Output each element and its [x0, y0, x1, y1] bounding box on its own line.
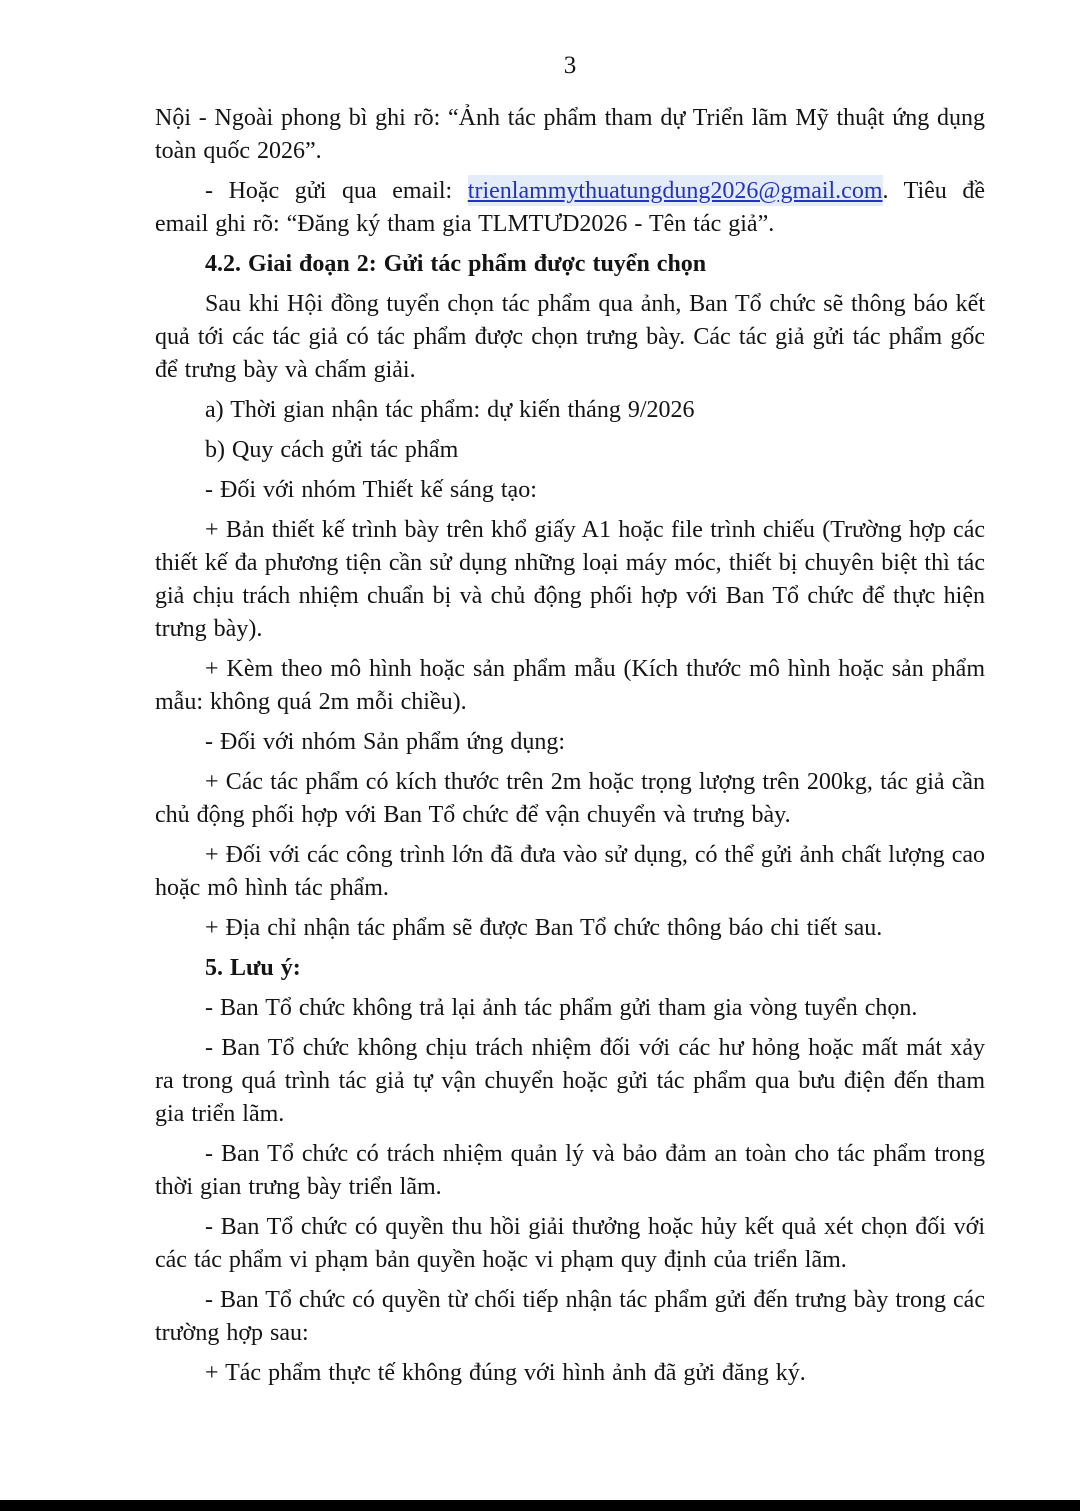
paragraph: a) Thời gian nhận tác phẩm: dự kiến tháng 9/2026 — [205, 397, 695, 423]
paragraph: - Hoặc gửi qua email: trienlammythuatungdung2026@gmail.com. Tiêu đề email ghi rõ: “Đăng ký tham gia TLMTƯD2026 - Tên tác giả”. — [155, 178, 985, 237]
paragraph: + Bản thiết kế trình bày trên khổ giấy A1 hoặc file trình chiếu (Trường hợp các thiết kế đa phương tiện cần sử dụng những loại máy móc, thiết bị chuyên biệt thì tác giả chịu trách nhiệm chuẩn bị và chủ động phối hợp với Ban Tổ chức để thực hiện trưng bày). — [155, 517, 985, 642]
paragraph: - Ban Tổ chức không trả lại ảnh tác phẩm gửi tham gia vòng tuyển chọn. — [205, 995, 918, 1021]
scan-edge-bar — [0, 1500, 1080, 1511]
paragraph: - Đối với nhóm Thiết kế sáng tạo: — [205, 477, 537, 503]
paragraph: - Ban Tổ chức có trách nhiệm quản lý và bảo đảm an toàn cho tác phẩm trong thời gian trưng bày triển lãm. — [155, 1141, 985, 1200]
section-heading: 4.2. Giai đoạn 2: Gửi tác phẩm được tuyển chọn — [205, 251, 707, 277]
section-heading: 5. Lưu ý: — [205, 955, 301, 981]
paragraph: + Kèm theo mô hình hoặc sản phẩm mẫu (Kích thước mô hình hoặc sản phẩm mẫu: không quá 2m mỗi chiều). — [155, 656, 985, 715]
paragraph: - Đối với nhóm Sản phẩm ứng dụng: — [205, 729, 566, 755]
paragraph: + Các tác phẩm có kích thước trên 2m hoặc trọng lượng trên 200kg, tác giả cần chủ động phối hợp với Ban Tổ chức để vận chuyển và trưng bày. — [155, 769, 985, 828]
document-body — [155, 102, 985, 1397]
paragraph: b) Quy cách gửi tác phẩm — [205, 437, 459, 463]
paragraph: + Địa chỉ nhận tác phẩm sẽ được Ban Tổ chức thông báo chi tiết sau. — [205, 915, 883, 941]
paragraph: - Ban Tổ chức có quyền thu hồi giải thưởng hoặc hủy kết quả xét chọn đối với các tác phẩm vi phạm bản quyền hoặc vi phạm quy định của triển lãm. — [155, 1214, 985, 1273]
paragraph: - Ban Tổ chức không chịu trách nhiệm đối với các hư hỏng hoặc mất mát xảy ra trong quá trình tác giả tự vận chuyển hoặc gửi tác phẩm qua bưu điện đến tham gia triển lãm. — [155, 1035, 985, 1127]
paragraph: - Ban Tổ chức có quyền từ chối tiếp nhận tác phẩm gửi đến trưng bày trong các trường hợp sau: — [155, 1287, 985, 1346]
paragraph: Sau khi Hội đồng tuyển chọn tác phẩm qua ảnh, Ban Tổ chức sẽ thông báo kết quả tới các tác giả có tác phẩm được chọn trưng bày. Các tác giả gửi tác phẩm gốc để trưng bày và chấm giải. — [155, 291, 985, 383]
paragraph: + Tác phẩm thực tế không đúng với hình ảnh đã gửi đăng ký. — [205, 1360, 806, 1386]
paragraph: + Đối với các công trình lớn đã đưa vào sử dụng, có thể gửi ảnh chất lượng cao hoặc mô hình tác phẩm. — [155, 842, 985, 901]
page-number: 3 — [563, 52, 577, 79]
paragraph: Nội - Ngoài phong bì ghi rõ: “Ảnh tác phẩm tham dự Triển lãm Mỹ thuật ứng dụng toàn quốc 2026”. — [155, 105, 985, 164]
email-link[interactable]: trienlammythuatungdung2026@gmail.com — [467, 178, 883, 204]
